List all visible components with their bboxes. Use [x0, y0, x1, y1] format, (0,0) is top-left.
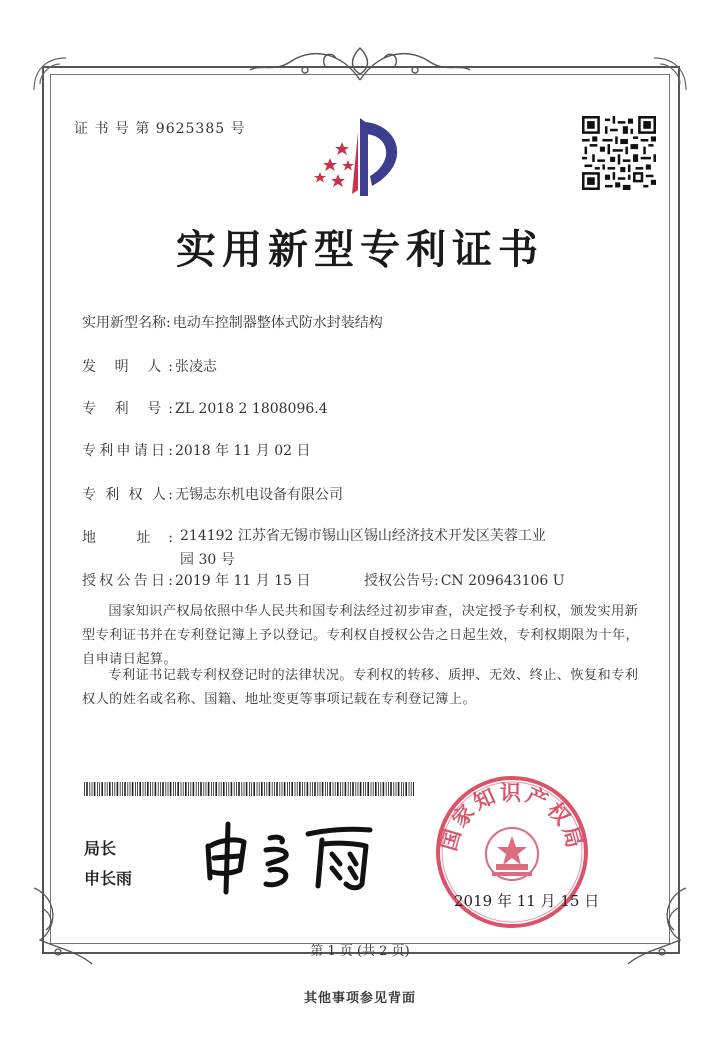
certificate-number: 证 书 号 第 9625385 号 — [74, 121, 246, 137]
corner-ornament-top-right — [650, 54, 690, 94]
utility-model-name-label: 实用新型名称: — [82, 315, 171, 331]
inventor-label: 发 明 人: — [82, 359, 173, 375]
barcode — [84, 782, 414, 796]
grant-date-label: 授权公告日: — [82, 573, 173, 589]
address-value: 214192 江苏省无锡市锡山区锡山经济技术开发区芙蓉工业园 30 号 — [180, 528, 546, 568]
legal-status-paragraph: 专利证书记载专利权登记时的法律状况。专利权的转移、质押、无效、终止、恢复和专利权人的姓名或名称、国籍、地址变更等事项记载在专利登记簿上。 — [82, 668, 639, 707]
grant-number-row — [364, 570, 565, 590]
patent-number-row — [82, 398, 328, 418]
grant-date-value: 2019 年 11 月 15 日 — [175, 573, 311, 589]
patentee-row — [82, 484, 343, 504]
grant-number-value: CN 209643106 U — [440, 573, 565, 589]
patent-number-value: ZL 2018 2 1808096.4 — [175, 401, 328, 417]
director-signature — [200, 816, 390, 896]
patent-number-label: 专 利 号: — [82, 401, 173, 417]
inventor-value: 张凌志 — [175, 359, 217, 375]
decision-paragraph: 国家知识产权局依照中华人民共和国专利法经过初步审查，决定授予专利权，颁发实用新型专利证书并在专利登记簿上予以登记。专利权自授权公告之日起生效，专利权期限为十年，自申请日起算。 — [82, 604, 640, 667]
seal-date: 2019 年 11 月 15 日 — [454, 892, 600, 910]
page-number: 第 1 页 (共 2 页) — [310, 944, 410, 959]
address-row — [82, 527, 173, 547]
utility-model-name-value: 电动车控制器整体式防水封装结构 — [172, 315, 383, 331]
grant-number-label: 授权公告号: — [364, 573, 439, 589]
director-title: 局长 — [84, 839, 117, 858]
corner-ornament-top-left — [30, 54, 70, 94]
patentee-label: 专 利 权 人: — [82, 487, 173, 503]
qr-code — [582, 116, 656, 190]
inventor-row — [82, 356, 217, 376]
filing-date-value: 2018 年 11 月 02 日 — [175, 443, 311, 459]
patentee-value: 无锡志东机电设备有限公司 — [175, 487, 343, 503]
certificate-title: 实用新型专利证书 — [176, 227, 544, 273]
patent-office-logo — [308, 112, 418, 202]
footer-note: 其他事项参见背面 — [303, 991, 416, 1006]
grant-date-row — [82, 570, 311, 590]
address-label: 地 址: — [82, 530, 173, 546]
filing-date-label: 专利申请日: — [82, 443, 173, 459]
utility-model-name-row — [82, 312, 383, 332]
filing-date-row — [82, 440, 311, 460]
seal-text: 国家知识产权局 — [436, 781, 588, 854]
director-name: 申长雨 — [84, 869, 133, 888]
top-ornament — [230, 40, 490, 84]
